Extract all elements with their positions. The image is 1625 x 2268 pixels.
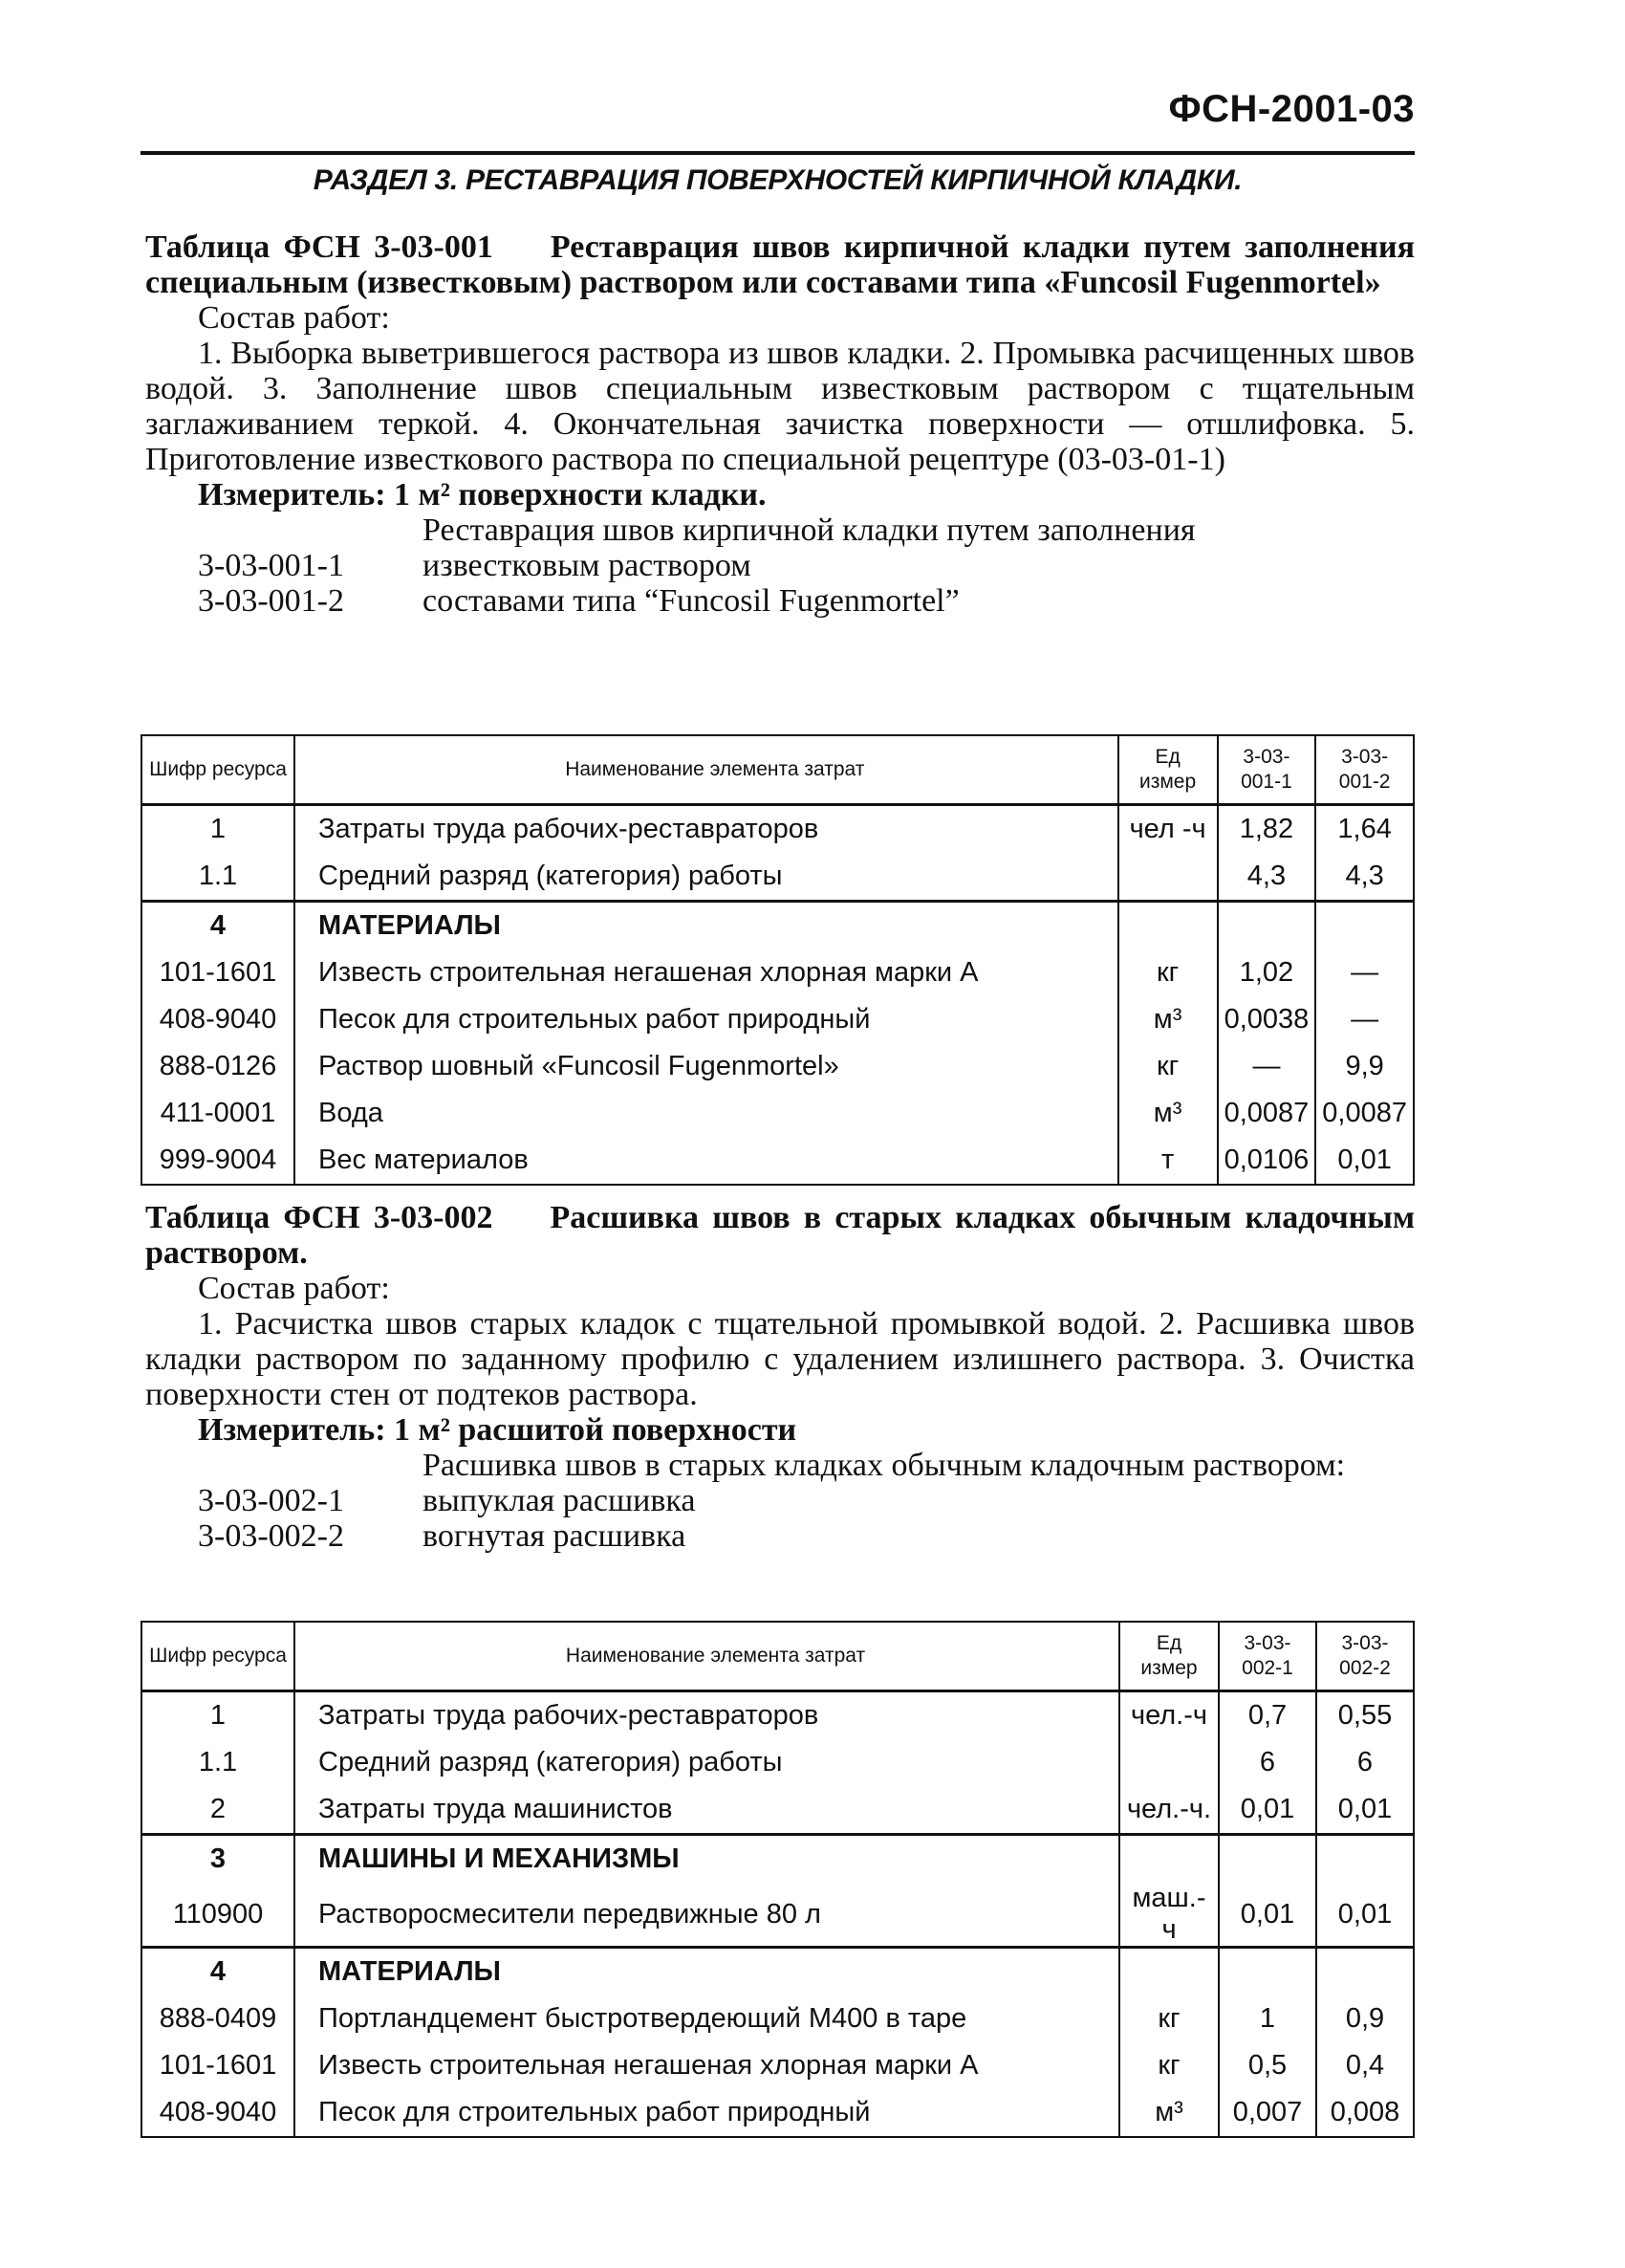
table-row [141, 1137, 1414, 1185]
table-row [141, 1043, 1414, 1090]
cell-unit [1118, 853, 1218, 902]
cell-unit: м³ [1119, 2089, 1219, 2137]
cell-v1: 0,01 [1219, 1883, 1316, 1948]
cell-v1: 0,7 [1219, 1691, 1316, 1740]
cell-name: Затраты труда рабочих-реставраторов [294, 1691, 1119, 1740]
cell-unit: чел.-ч [1119, 1691, 1219, 1740]
cell-code: 888-0409 [141, 1995, 294, 2042]
table-2-variants-intro-row [145, 1448, 1415, 1483]
cell-v2: 6 [1316, 1739, 1414, 1786]
cell-code: 4 [141, 1948, 294, 1996]
cell-v1: 0,5 [1219, 2042, 1316, 2089]
cell-unit [1118, 902, 1218, 950]
cell-name: Известь строительная негашеная хлорная марки А [294, 949, 1118, 996]
table-row [141, 1883, 1414, 1948]
page-code: ФСН-2001-03 [1168, 88, 1415, 130]
cell-unit: кг [1119, 2042, 1219, 2089]
cell-code: 888-0126 [141, 1043, 294, 1090]
cell-v2: 0,008 [1316, 2089, 1414, 2137]
table-row [141, 1739, 1414, 1786]
table-2-title: Расшивка швов в старых кладках обычным кладочным раствором. [145, 1200, 1415, 1271]
cell-code: 999-9004 [141, 1137, 294, 1185]
table-row [141, 996, 1414, 1043]
cell-code: 1.1 [141, 853, 294, 902]
cell-unit: маш.-ч [1119, 1883, 1219, 1948]
cell-unit: т [1118, 1137, 1218, 1185]
cell-v2 [1316, 1835, 1414, 1884]
resource-table-2 [141, 1621, 1415, 2138]
table-row [141, 1090, 1414, 1137]
variant-code: 3-03-002-1 [198, 1483, 344, 1518]
table-1-code: Таблица ФСН 3-03-001 [145, 229, 493, 265]
cell-name: МАТЕРИАЛЫ [294, 1948, 1119, 1996]
table-1-composition: 1. Выборка выветрившегося раствора из швов кладки. 2. Промывка расчищенных швов водой. 3. Заполнение швов специальным известковым раствором с тщательным заглаживанием теркой. 4. Окончательная зачистка поверхности — отшлифовка. 5. Приготовление известкового раствора по специальной рецептуре (03-03-01-1) [145, 336, 1415, 477]
table-header-row [141, 735, 1414, 805]
table-row [141, 2089, 1414, 2137]
cell-v1: 4,3 [1218, 853, 1316, 902]
cell-v2: 4,3 [1315, 853, 1414, 902]
cell-name: Портландцемент быстротвердеющий М400 в таре [294, 1995, 1119, 2042]
resource-table-1 [141, 734, 1415, 1186]
variant-code: 3-03-001-2 [198, 583, 344, 619]
cell-name: МАШИНЫ И МЕХАНИЗМЫ [294, 1835, 1119, 1884]
cell-name: Песок для строительных работ природный [294, 2089, 1119, 2137]
cell-v1: 0,0038 [1218, 996, 1316, 1043]
table-1-heading [145, 229, 1415, 300]
cell-name: Известь строительная негашеная хлорная марки А [294, 2042, 1119, 2089]
table-2-composition: 1. Расчистка швов старых кладок с тщательной промывкой водой. 2. Расшивка швов кладки раствором по заданному профилю с удалением излишнего раствора. 3. Очистка поверхности стен от подтеков раствора. [145, 1306, 1415, 1412]
cell-v1: 6 [1219, 1739, 1316, 1786]
cell-code: 4 [141, 902, 294, 950]
cell-code: 3 [141, 1835, 294, 1884]
section-title: РАЗДЕЛ 3. РЕСТАВРАЦИЯ ПОВЕРХНОСТЕЙ КИРПИЧНОЙ КЛАДКИ. [313, 164, 1243, 196]
table-1-variants-intro-row [145, 512, 1415, 548]
cell-name: Песок для строительных работ природный [294, 996, 1118, 1043]
table-row [141, 2042, 1414, 2089]
table-2-heading [145, 1200, 1415, 1271]
column-header: Шифр ресурса [141, 1622, 294, 1691]
cell-unit [1119, 1835, 1219, 1884]
column-header: 3-03-002-2 [1316, 1622, 1414, 1691]
cell-v1: 0,01 [1219, 1786, 1316, 1835]
table-2-variant [145, 1518, 1415, 1554]
table-2-variant [145, 1483, 1415, 1518]
cell-code: 1 [141, 1691, 294, 1740]
table-2-code: Таблица ФСН 3-03-002 [145, 1200, 493, 1235]
cell-name: Раствор шовный «Funcosil Fugenmortel» [294, 1043, 1118, 1090]
cell-v2: 0,55 [1316, 1691, 1414, 1740]
cell-unit: чел.-ч. [1119, 1786, 1219, 1835]
table-row [141, 1786, 1414, 1835]
cell-v2: 0,01 [1316, 1883, 1414, 1948]
cell-v2: 0,0087 [1315, 1090, 1414, 1137]
table-row [141, 853, 1414, 902]
variant-code: 3-03-001-1 [198, 548, 344, 583]
cell-unit [1119, 1739, 1219, 1786]
cell-name: Средний разряд (категория) работы [294, 853, 1118, 902]
cell-code: 411-0001 [141, 1090, 294, 1137]
cell-name: МАТЕРИАЛЫ [294, 902, 1118, 950]
cell-code: 408-9040 [141, 996, 294, 1043]
column-header: Наименование элемента затрат [294, 735, 1118, 805]
cell-unit: кг [1118, 949, 1218, 996]
cell-name: Средний разряд (категория) работы [294, 1739, 1119, 1786]
cell-v2: 0,9 [1316, 1995, 1414, 2042]
cell-name: Затраты труда машинистов [294, 1786, 1119, 1835]
column-header: 3-03-002-1 [1219, 1622, 1316, 1691]
cell-unit: м³ [1118, 1090, 1218, 1137]
variant-desc: выпуклая расшивка [422, 1483, 696, 1518]
table-row [141, 1995, 1414, 2042]
table-row [141, 1691, 1414, 1740]
cell-unit: чел -ч [1118, 805, 1218, 854]
cell-v2: — [1315, 949, 1414, 996]
column-header: 3-03-001-2 [1315, 735, 1414, 805]
cell-name: Растворосмесители передвижные 80 л [294, 1883, 1119, 1948]
table-1-variants-intro: Реставрация швов кирпичной кладки путем заполнения [422, 512, 1196, 548]
table-2-composition-label: Состав работ: [198, 1271, 390, 1306]
table-row [141, 1835, 1414, 1884]
table-row [141, 902, 1414, 950]
cell-code: 101-1601 [141, 949, 294, 996]
column-header: Наименование элемента затрат [294, 1622, 1119, 1691]
cell-v2: 9,9 [1315, 1043, 1414, 1090]
cell-unit [1119, 1948, 1219, 1996]
cell-name: Вода [294, 1090, 1118, 1137]
column-header: Шифр ресурса [141, 735, 294, 805]
cell-v1: 1,02 [1218, 949, 1316, 996]
column-header: Ед измер [1119, 1622, 1219, 1691]
variant-desc: известковым раствором [422, 548, 751, 583]
cell-v2: 0,4 [1316, 2042, 1414, 2089]
cell-code: 101-1601 [141, 2042, 294, 2089]
column-header: 3-03-001-1 [1218, 735, 1316, 805]
cell-unit: м³ [1118, 996, 1218, 1043]
table-row [141, 1948, 1414, 1996]
cell-v1: — [1218, 1043, 1316, 1090]
variant-code: 3-03-002-2 [198, 1518, 344, 1554]
table-1-composition-label: Состав работ: [198, 300, 390, 336]
cell-v1: 1 [1219, 1995, 1316, 2042]
variant-desc: вогнутая расшивка [422, 1518, 686, 1554]
column-header: Ед измер [1118, 735, 1218, 805]
cell-v1: 1,82 [1218, 805, 1316, 854]
table-1-measure: Измеритель: 1 м² поверхности кладки. [198, 477, 767, 512]
table-2-measure: Измеритель: 1 м² расшитой поверхности [198, 1412, 797, 1448]
table-row [141, 949, 1414, 996]
cell-code: 1.1 [141, 1739, 294, 1786]
table-1-variant [145, 548, 1415, 583]
cell-v1: 0,0106 [1218, 1137, 1316, 1185]
variant-desc: составами типа “Funcosil Fugenmortel” [422, 583, 960, 619]
cell-unit: кг [1118, 1043, 1218, 1090]
cell-v1 [1219, 1835, 1316, 1884]
table-1-intro [145, 229, 1415, 619]
table-2-variants-intro: Расшивка швов в старых кладках обычным кладочным раствором: [422, 1448, 1346, 1483]
cell-name: Вес материалов [294, 1137, 1118, 1185]
cell-v2: 0,01 [1316, 1786, 1414, 1835]
cell-unit: кг [1119, 1995, 1219, 2042]
cell-v1 [1218, 902, 1316, 950]
cell-code: 2 [141, 1786, 294, 1835]
cell-v1 [1219, 1948, 1316, 1996]
cell-v1: 0,007 [1219, 2089, 1316, 2137]
cell-v2: 1,64 [1315, 805, 1414, 854]
cell-v2 [1316, 1948, 1414, 1996]
cell-name: Затраты труда рабочих-реставраторов [294, 805, 1118, 854]
header-rule [141, 151, 1415, 155]
cell-code: 110900 [141, 1883, 294, 1948]
table-header-row [141, 1622, 1414, 1691]
cell-v2: 0,01 [1315, 1137, 1414, 1185]
cell-v2: — [1315, 996, 1414, 1043]
table-1-title: Реставрация швов кирпичной кладки путем заполнения специальным (известковым) раствором или составами типа «Funcosil Fugenmortel» [145, 229, 1415, 300]
cell-code: 1 [141, 805, 294, 854]
table-row [141, 805, 1414, 854]
cell-code: 408-9040 [141, 2089, 294, 2137]
cell-v2 [1315, 902, 1414, 950]
table-1-variant [145, 583, 1415, 619]
table-2-intro [145, 1200, 1415, 1554]
cell-v1: 0,0087 [1218, 1090, 1316, 1137]
